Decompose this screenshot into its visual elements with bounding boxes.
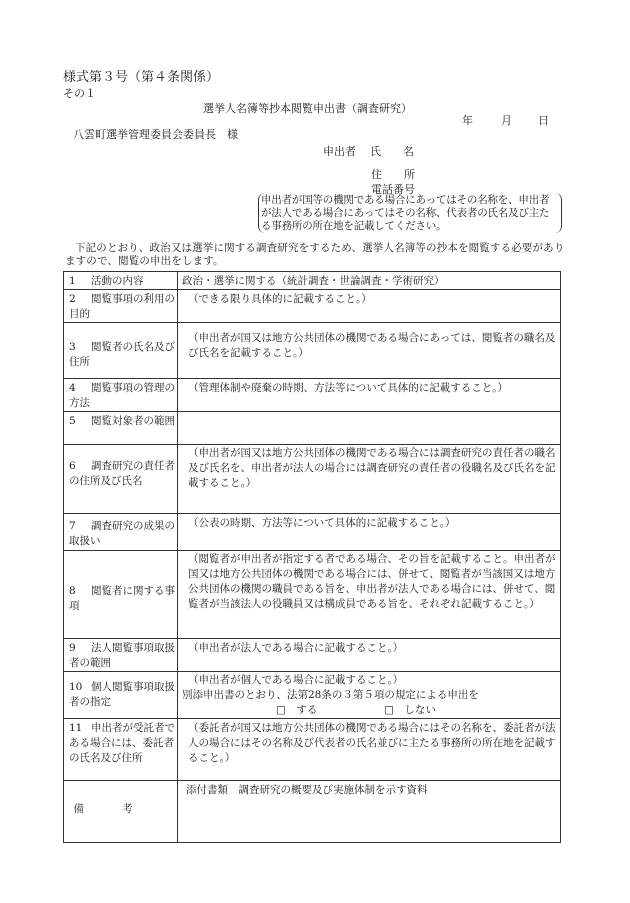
row-label: 閲覧事項の管理の方法 bbox=[69, 382, 175, 409]
row-number: 3 bbox=[69, 341, 76, 353]
applicant-name-label: 氏 名 bbox=[370, 145, 414, 158]
row-content-cell[interactable] bbox=[178, 551, 561, 639]
row-label: 個人閲覧事項取扱者の指定 bbox=[69, 681, 175, 708]
table-row bbox=[64, 445, 561, 514]
table-row bbox=[64, 719, 561, 781]
row-number: 4 bbox=[69, 382, 76, 394]
row-content-cell[interactable] bbox=[178, 290, 561, 323]
row-number: 10 bbox=[69, 681, 83, 693]
row-label-cell bbox=[64, 551, 178, 639]
row-content: （委託者が国又は地方公共団体の機関である場合にはその名称を、委託者が法人の場合にはその名称及び代表者の氏名並びに主たる事務所の所在地を記載すること。） bbox=[188, 722, 556, 764]
row-label: 調査研究の成果の取扱い bbox=[69, 520, 175, 547]
row-label: 申出者が受託者である場合には、委託者の氏名及び住所 bbox=[69, 722, 175, 764]
row-label: 閲覧事項の利用の目的 bbox=[69, 293, 175, 320]
row-content-cell[interactable] bbox=[178, 639, 561, 672]
row-content-cell[interactable] bbox=[178, 719, 561, 781]
addressee: 八雲町選挙管理委員会委員長 様 bbox=[73, 128, 238, 141]
row-content: （管理体制や廃棄の時期、方法等について具体的に記載すること。） bbox=[188, 382, 509, 394]
date-year-label: 年 bbox=[462, 114, 473, 127]
applicant-note: 申出者が国等の機関である場合にあってはその名称を、申出者が法人である場合にあってはその名称、代表者の氏名及び主たる事務所の所在地を記載してください。 bbox=[258, 193, 562, 233]
row-number: 9 bbox=[69, 642, 76, 654]
table-row bbox=[64, 672, 561, 719]
form-sub-number: その１ bbox=[63, 87, 96, 100]
table-row bbox=[64, 412, 561, 445]
page-title: 選挙人名簿等抄本閲覧申出書（調査研究） bbox=[203, 102, 412, 115]
applicant-address-label: 住 所 bbox=[371, 168, 415, 181]
row-content-cell[interactable] bbox=[178, 323, 561, 379]
row-content: （閲覧者が申出者が指定する者である場合、その旨を記載すること。申出者が国又は地方公共団体の機関である場合には、併せて、閲覧者が当該国又は地方公共団体の機関の職員である旨を、申出者が法人である場合には、併せて、閲覧者が当該法人の役職員又は構成員である旨を、それぞれ記載すること。） bbox=[188, 553, 556, 610]
row-content-cell[interactable] bbox=[178, 379, 561, 412]
row-number: 2 bbox=[69, 293, 76, 305]
row-label: 調査研究の責任者の住所及び氏名 bbox=[69, 460, 175, 487]
row-label-cell bbox=[64, 290, 178, 323]
row-label: 閲覧者に関する事項 bbox=[69, 585, 175, 612]
row-label-cell bbox=[64, 272, 178, 290]
row-content-cell[interactable] bbox=[178, 272, 561, 290]
row-content: （公表の時期、方法等について具体的に記載すること。） bbox=[188, 517, 456, 529]
table-row bbox=[64, 272, 561, 290]
intro-text: 下記のとおり、政治又は選挙に関する調査研究をするため、選挙人名簿等の抄本を閲覧する必要がありますので、閲覧の申出をします。 bbox=[65, 242, 565, 267]
applicant-role-label: 申出者 bbox=[323, 145, 356, 158]
row-content-cell[interactable] bbox=[178, 412, 561, 445]
row-label-cell bbox=[64, 323, 178, 379]
remarks-content: 添付書類 調査研究の概要及び実施体制を示す資料 bbox=[186, 784, 428, 796]
option-no-checkbox[interactable]: □ しない bbox=[384, 704, 436, 716]
date-day-label: 日 bbox=[538, 114, 549, 127]
row-number: 1 bbox=[69, 275, 76, 287]
remarks-label-cell bbox=[64, 781, 178, 843]
row-label: 活動の内容 bbox=[91, 275, 144, 287]
table-row bbox=[64, 781, 561, 843]
row-number: 7 bbox=[69, 520, 76, 532]
row-number: 8 bbox=[69, 585, 76, 597]
row-content: （申出者が法人である場合に記載すること。） bbox=[188, 642, 404, 654]
row-label: 法人閲覧事項取扱者の範囲 bbox=[69, 642, 175, 669]
row-label-cell bbox=[64, 672, 178, 719]
applicant-phone-label: 電話番号 bbox=[371, 183, 415, 196]
table-row bbox=[64, 379, 561, 412]
option-yes-checkbox[interactable]: □ する bbox=[276, 704, 318, 716]
remarks-label: 備考 bbox=[73, 803, 171, 815]
application-table bbox=[63, 271, 561, 843]
form-number: 様式第３号（第４条関係） bbox=[63, 70, 220, 85]
row-label-cell bbox=[64, 379, 178, 412]
row-content: （申出者が個人である場合に記載すること。） bbox=[188, 674, 404, 686]
row-content bbox=[178, 412, 560, 414]
table-row bbox=[64, 290, 561, 323]
table-row bbox=[64, 639, 561, 672]
table-row bbox=[64, 323, 561, 379]
row-number: 11 bbox=[69, 722, 83, 734]
row-label-cell bbox=[64, 719, 178, 781]
row-number: 5 bbox=[69, 415, 76, 427]
table-row bbox=[64, 514, 561, 551]
row-label: 閲覧者の氏名及び住所 bbox=[69, 341, 175, 368]
date-month-label: 月 bbox=[501, 114, 512, 127]
row-content: （申出者が国又は地方公共団体の機関である場合にあっては、閲覧者の職名及び氏名を記載すること。） bbox=[188, 332, 556, 359]
row-label-cell bbox=[64, 514, 178, 551]
row-content-note: 別添申出書のとおり、法第28条の３第５項の規定による申出を bbox=[182, 689, 479, 701]
row-label: 閲覧対象者の範囲 bbox=[91, 415, 175, 427]
row-label-cell bbox=[64, 639, 178, 672]
row-label-cell bbox=[64, 445, 178, 514]
row-content-cell[interactable] bbox=[178, 445, 561, 514]
row-content: （できる限り具体的に記載すること。） bbox=[188, 293, 372, 305]
table-row bbox=[64, 551, 561, 639]
row-content-cell[interactable] bbox=[178, 514, 561, 551]
remarks-content-cell[interactable] bbox=[178, 781, 561, 843]
row-number: 6 bbox=[69, 460, 76, 472]
row-label-cell bbox=[64, 412, 178, 445]
row-content: 政治・選挙に関する（統計調査・世論調査・学術研究） bbox=[182, 275, 445, 287]
row-content-cell[interactable] bbox=[178, 672, 561, 719]
row-content: （申出者が国又は地方公共団体の機関である場合には調査研究の責任者の職名及び氏名を、申出者が法人の場合には調査研究の責任者の役職名及び氏名を記載すること。） bbox=[188, 447, 556, 489]
